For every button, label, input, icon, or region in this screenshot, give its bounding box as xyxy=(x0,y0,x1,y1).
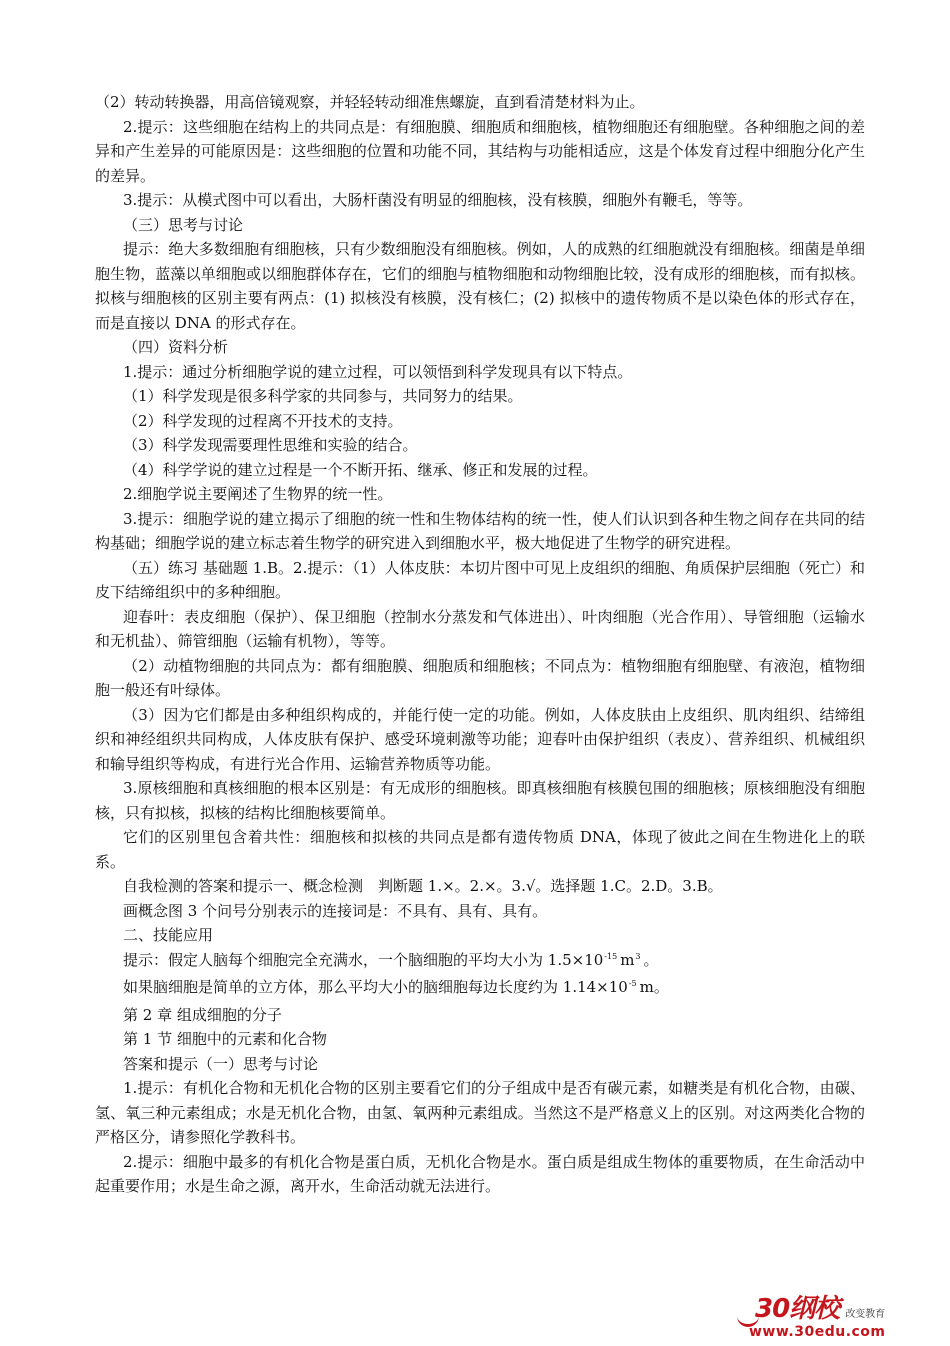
logo-url: www.30edu.com xyxy=(749,1324,886,1340)
list-item: （4）科学学说的建立过程是一个不断开拓、继承、修正和发展的过程。 xyxy=(123,460,598,479)
paragraph: 2.提示：细胞中最多的有机化合物是蛋白质，无机化合物是水。蛋白质是组成生物体的重要物质，在生命活动中起重要作用；水是生命之源，离开水，生命活动就无法进行。 xyxy=(95,1152,865,1195)
list-item: （3）科学发现需要理性思维和实验的结合。 xyxy=(123,436,418,454)
section-heading: （三）思考与讨论 xyxy=(123,215,244,234)
section-heading: 答案和提示（一）思考与讨论 xyxy=(123,1054,319,1073)
document-body xyxy=(95,90,865,1199)
section-heading: 二、技能应用 xyxy=(123,926,214,944)
unit: m xyxy=(620,950,635,969)
paragraph xyxy=(95,975,865,1003)
site-logo xyxy=(745,1296,935,1342)
paragraph xyxy=(95,948,865,976)
exponent: 3 xyxy=(635,951,641,961)
paragraph: 提示：绝大多数细胞有细胞核，只有少数细胞没有细胞核。例如，人的成熟的红细胞就没有细胞核。细菌是单细胞生物，蓝藻以单细胞或以细胞群体存在，它们的细胞与植物细胞和动物细胞比较，没有成形的细胞核，而有拟核。拟核与细胞核的区别主要有两点：(1) 拟核没有核膜，没有核仁；(2) 拟核中的遗传物质不是以染色体的形式存在，而是直接以 DNA 的形式存在。 xyxy=(95,240,865,332)
paragraph: （2）转动转换器，用高倍镜观察，并轻轻转动细准焦螺旋，直到看清楚材料为止。 xyxy=(95,93,645,111)
paragraph: 1.提示：有机化合物和无机化合物的区别主要看它们的分子组成中是否有碳元素，如糖类是有机化合物，由碳、氢、氧三种元素组成；水是无机化合物，由氢、氧两种元素组成。当然这不是严格意义上的区别。对这两类化合物的严格区分，请参照化学教科书。 xyxy=(95,1079,865,1146)
exponent: -5 xyxy=(628,979,637,988)
list-item: （1）科学发现是很多科学家的共同参与，共同努力的结果。 xyxy=(123,387,523,405)
paragraph: （2）动植物细胞的共同点为：都有细胞膜、细胞质和细胞核；不同点为：植物细胞有细胞壁、有液泡，植物细胞一般还有叶绿体。 xyxy=(95,656,865,699)
list-item: （2）科学发现的过程离不开技术的支持。 xyxy=(123,411,403,430)
paragraph: 自我检测的答案和提示一、概念检测 判断题 1.×。2.×。3.√。选择题 1.C。2.D。3.B。 xyxy=(123,877,723,895)
paragraph: 3.提示：从模式图中可以看出，大肠杆菌没有明显的细胞核，没有核膜，细胞外有鞭毛，等等。 xyxy=(123,191,753,209)
paragraph: 迎春叶：表皮细胞（保护）、保卫细胞（控制水分蒸发和气体进出）、叶肉细胞（光合作用）、导管细胞（运输水和无机盐）、筛管细胞（运输有机物），等等。 xyxy=(95,607,865,650)
text-run: 。 xyxy=(643,950,659,969)
text-run: 提示：假定人脑每个细胞完全充满水，一个脑细胞的平均大小为 1.5×10 xyxy=(123,950,604,969)
paragraph: 2.提示：这些细胞在结构上的共同点是：有细胞膜、细胞质和细胞核，植物细胞还有细胞壁。各种细胞之间的差异和产生差异的可能原因是：这些细胞的位置和功能不同，其结构与功能相适应，这是个体发育过程中细胞分化产生的差异。 xyxy=(95,117,865,185)
paragraph: 3.原核细胞和真核细胞的根本区别是：有无成形的细胞核。即真核细胞有核膜包围的细胞核；原核细胞没有细胞核，只有拟核，拟核的结构比细胞核要简单。 xyxy=(95,779,865,822)
paragraph: 3.提示：细胞学说的建立揭示了细胞的统一性和生物体结构的统一性，使人们认识到各种生物之间存在共同的结构基础；细胞学说的建立标志着生物学的研究进入到细胞水平，极大地促进了生物学的研究进程。 xyxy=(95,509,865,552)
logo-brand: 30纲校 xyxy=(755,1294,840,1324)
section-heading: （四）资料分析 xyxy=(123,338,229,356)
exponent: -15 xyxy=(604,951,618,961)
logo-row xyxy=(755,1296,885,1322)
paragraph: 画概念图 3 个问号分别表示的连接词是：不具有、具有、具有。 xyxy=(123,901,548,920)
paragraph: 2.细胞学说主要阐述了生物界的统一性。 xyxy=(123,485,393,503)
paragraph: （3）因为它们都是由多种组织构成的，并能行使一定的功能。例如，人体皮肤由上皮组织、肌肉组织、结缔组织和神经组织共同构成，人体皮肤有保护、感受环境刺激等功能；迎春叶由保护组织（表皮）、营养组织、机械组织和输导组织等构成，有进行光合作用、运输营养物质等功能。 xyxy=(95,705,865,773)
text-run: 如果脑细胞是简单的立方体，那么平均大小的脑细胞每边长度约为 1.14×10 xyxy=(123,978,628,996)
chapter-heading: 第 2 章 组成细胞的分子 xyxy=(123,1005,282,1024)
logo-slogan: 改变教育 xyxy=(845,1309,886,1320)
paragraph: 1.提示：通过分析细胞学说的建立过程，可以领悟到科学发现具有以下特点。 xyxy=(123,362,633,381)
text-run: m。 xyxy=(639,978,669,996)
paragraph: （五）练习 基础题 1.B。2.提示：（1）人体皮肤：本切片图中可见上皮组织的细胞、角质保护层细胞（死亡）和皮下结缔组织中的多种细胞。 xyxy=(95,558,865,601)
section-heading: 第 1 节 细胞中的元素和化合物 xyxy=(123,1030,327,1048)
paragraph: 它们的区别里包含着共性：细胞核和拟核的共同点是都有遗传物质 DNA，体现了彼此之间在生物进化上的联系。 xyxy=(95,828,865,871)
